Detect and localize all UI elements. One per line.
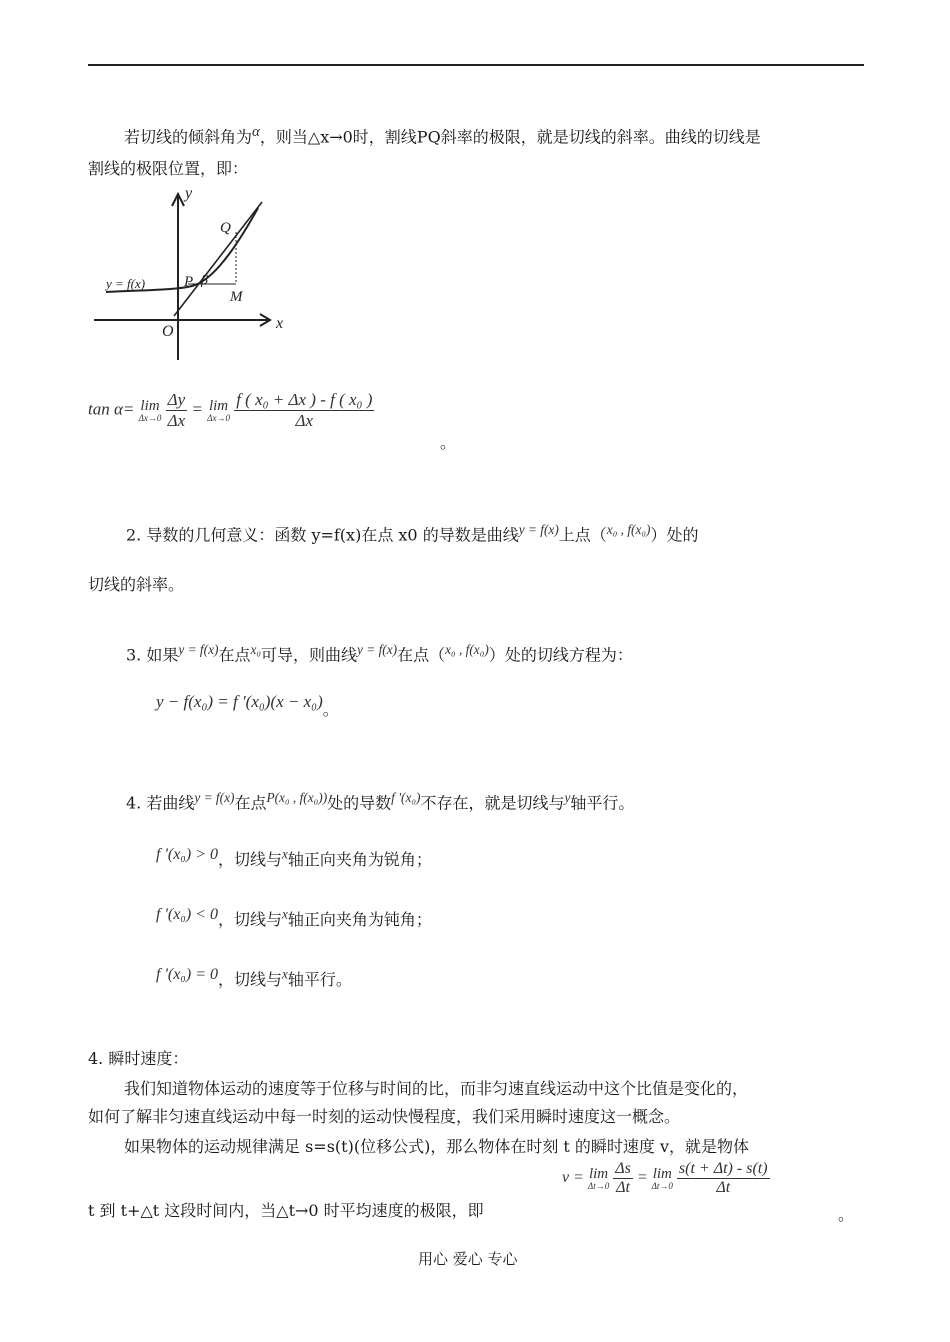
- section-4-heading: 4. 瞬时速度：: [88, 1049, 189, 1068]
- point-p-label: P: [184, 274, 194, 290]
- difference-quotient: $\frac{\text{f ( x₀ + Δx ) - f ( x₀ )}}{\Delta x}$: [236, 390, 373, 430]
- item2-math-curve: y = f(x): [518, 522, 559, 537]
- formula-1-end: 。: [440, 433, 457, 452]
- item-2-line-2: 切线的斜率。: [88, 575, 185, 594]
- section-4-para2-line2: t 到 t+△t 这段时间内，当△t→0 时平均速度的极限，即: [88, 1201, 484, 1220]
- velocity-formula-end: 。: [838, 1205, 855, 1224]
- beta-label: β: [201, 273, 208, 288]
- dy-over-dx: $\frac{\Delta y}{\Delta x}$: [167, 390, 186, 430]
- velocity-limit-1: lim Δt→0: [587, 1165, 610, 1191]
- velocity-limit-2: lim Δt→0: [651, 1165, 673, 1191]
- case-negative: f '(x₀) < 0，切线与$^x$轴正向夹角为钝角；: [156, 906, 432, 929]
- origin-label: O: [162, 323, 174, 340]
- tangent-slope-formula: tan α= lim Δx→0 $\frac{\Delta y}{\Delta x}$ = lim Δx→0 $\frac{\text{f ( x₀ + Δx ) - f ( x₀ )}}{\Delta x}$: [88, 390, 373, 430]
- intro-text-b: ，则当△x→0时，割线PQ斜率的极限，就是切线的斜率。曲线的切线是: [259, 127, 761, 147]
- case-zero: f '(x₀) = 0，切线与$^x$轴平行。: [156, 966, 352, 989]
- intro-text-a: 若切线的倾斜角为: [124, 127, 253, 147]
- ds-over-dt: $\frac{\Delta s}{\Delta t}$: [615, 1160, 631, 1196]
- tan-alpha: tan α=: [88, 399, 135, 419]
- intro-line-1: [124, 124, 761, 147]
- limit-2: lim Δx→0: [207, 397, 230, 423]
- limit-1: lim Δx→0: [138, 397, 162, 423]
- section-4-para2-line1: 如果物体的运动规律满足 s=s(t)(位移公式)，那么物体在时刻 t 的瞬时速度 v，就是物体: [124, 1137, 750, 1156]
- velocity-formula: v = lim Δt→0 $\frac{\Delta s}{\Delta t}$ = lim Δt→0 $\frac{s(t + \Delta t) - s(t)}{\Delta t}$: [562, 1160, 768, 1196]
- item-2-line-1: 2. 导数的几何意义：函数 y=f(x)在点 x0 的导数是曲线$^{y = f(x)}$上点（$^{x_0 , f(x_0)}$）处的: [126, 522, 699, 545]
- section-4-para1-line2: 如何了解非匀速直线运动中每一时刻的运动快慢程度，我们采用瞬时速度这一概念。: [88, 1107, 681, 1126]
- curve-label: y = f(x): [106, 276, 146, 291]
- tangent-equation: y − f(x₀) = f ′(x₀)(x − x₀)。: [156, 692, 339, 719]
- y-axis-label: y: [185, 186, 193, 202]
- item-3-line-1: 3. 如果$^{y = f(x)}$在点$^{x_0}$可导，则曲线$^{y = f(x)}$在点（$^{x_0 , f(x_0)}$）处的切线方程为：: [126, 642, 633, 665]
- intro-line-2: 割线的极限位置，即：: [88, 159, 249, 178]
- x-axis-label: x: [276, 315, 284, 332]
- point-q-label: Q: [220, 220, 231, 236]
- header-rule: [88, 64, 864, 66]
- item-4-line-1: 4. 若曲线$^{y = f(x)}$在点$^{P(x_0 , f(x_0))}$处的导数$^{f '(x_0)}$不存在，就是切线与$^y$轴平行。: [126, 790, 635, 813]
- velocity-difference-quotient: $\frac{s(t + \Delta t) - s(t)}{\Delta t}$: [678, 1160, 768, 1196]
- alpha-symbol: α: [252, 124, 260, 140]
- section-4-para1-line1: 我们知道物体运动的速度等于位移与时间的比，而非匀速直线运动中这个比值是变化的，: [124, 1079, 749, 1098]
- item2-math-point: x₀ , f(x₀): [606, 522, 651, 537]
- point-m-label: M: [230, 289, 243, 305]
- case-positive: f '(x₀) > 0，切线与$^x$轴正向夹角为锐角；: [156, 846, 432, 869]
- page-footer: 用心 爱心 专心: [418, 1250, 518, 1268]
- secant-tangent-figure: [88, 186, 298, 366]
- secant-line: [174, 202, 262, 316]
